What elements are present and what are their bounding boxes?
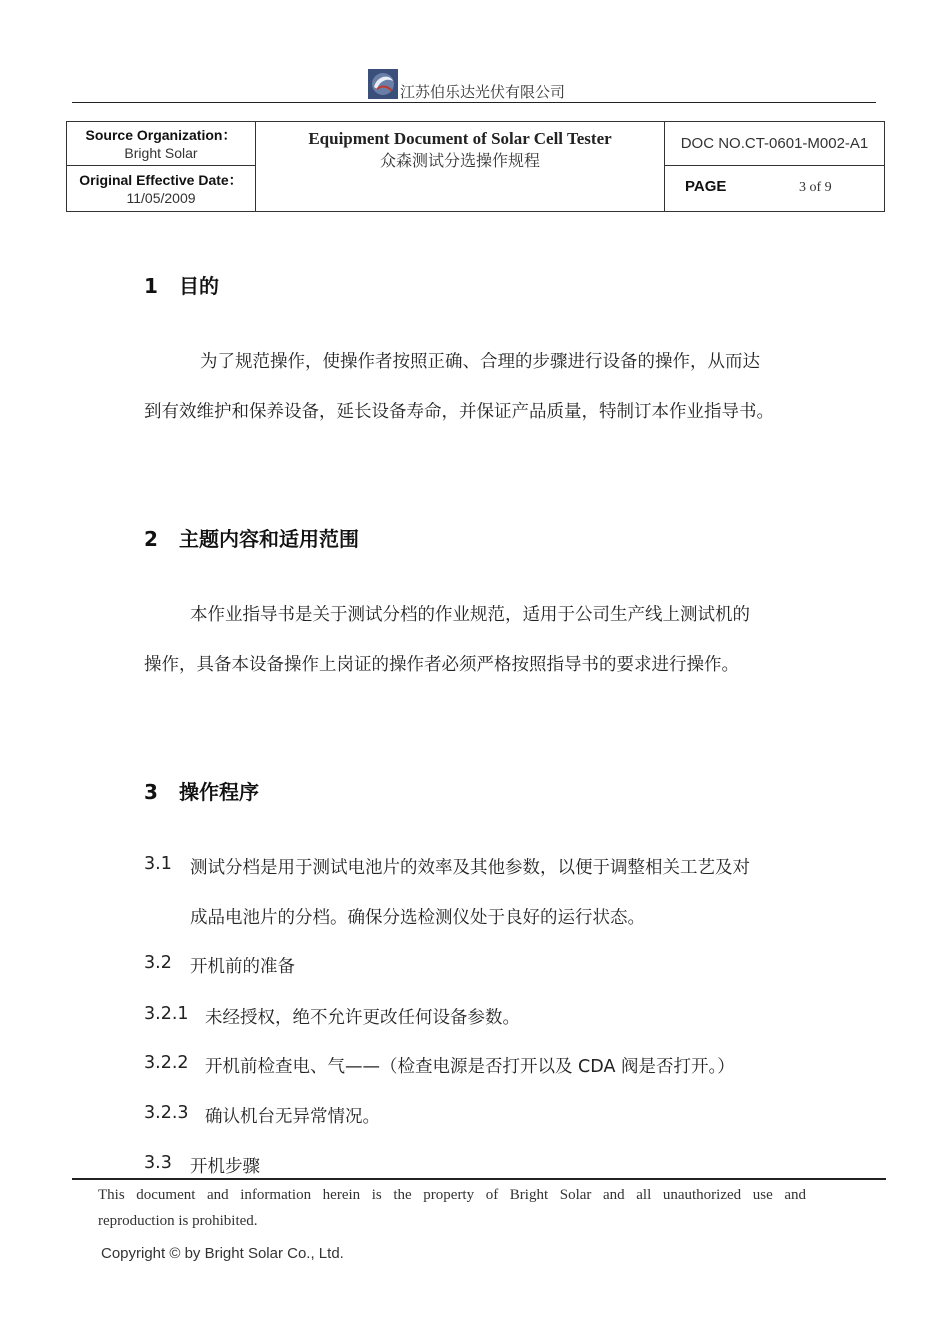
copyright-notice: Copyright © by Bright Solar Co., Ltd. <box>101 1245 344 1262</box>
paragraph-line: 测试分档是用于测试电池片的效率及其他参数，以便于调整相关工艺及对 <box>190 858 750 878</box>
doc-number: DOC NO.CT-0601-M002-A1 <box>680 135 869 153</box>
document-title-cell <box>256 122 665 212</box>
item-3-3-text: 开机步骤 <box>190 1157 260 1177</box>
paragraph-line: 为了规范操作，使操作者按照正确、合理的步骤进行设备的操作，从而达 <box>200 352 760 372</box>
effective-date-value: 11/05/2009 <box>126 189 196 206</box>
document-title-cn: 众森测试分选操作规程 <box>379 151 540 170</box>
section-title: 操作程序 <box>179 780 259 804</box>
company-name: 江苏伯乐达光伏有限公司 <box>400 83 566 101</box>
document-info-table <box>66 121 885 212</box>
document-title-en: Equipment Document of Solar Cell Tester <box>308 129 612 148</box>
footer-notice-line: reproduction is prohibited. <box>98 1213 258 1229</box>
section-3-heading <box>144 776 259 805</box>
doc-number-cell <box>665 122 885 166</box>
effective-date-cell <box>67 166 256 212</box>
item-3-2-3-number: 3.2.3 <box>144 1103 189 1123</box>
item-3-2-3-text: 确认机台无异常情况。 <box>205 1107 380 1127</box>
paragraph-line: 成品电池片的分档。确保分选检测仪处于良好的运行状态。 <box>190 908 645 928</box>
section-number: 2 <box>144 527 158 551</box>
page-cell <box>665 166 885 212</box>
page-label: PAGE <box>685 178 727 196</box>
item-3-2-2-number: 3.2.2 <box>144 1053 189 1073</box>
section-2-heading <box>144 523 359 552</box>
item-3-2-text: 开机前的准备 <box>190 957 295 977</box>
header-divider <box>72 102 876 103</box>
section-1-heading <box>144 270 219 299</box>
section-number: 1 <box>144 274 158 298</box>
section-title: 目的 <box>179 274 219 298</box>
source-organization-value: Bright Solar <box>124 144 198 161</box>
section-number: 3 <box>144 780 158 804</box>
item-3-2-1-text: 未经授权，绝不允许更改任何设备参数。 <box>205 1008 520 1028</box>
item-3-2-2-text: 开机前检查电、气——（检查电源是否打开以及 CDA 阀是否打开。） <box>205 1057 735 1077</box>
paragraph-line: 到有效维护和保养设备，延长设备寿命，并保证产品质量，特制订本作业指导书。 <box>144 402 774 422</box>
footer-divider <box>72 1178 886 1180</box>
company-header <box>0 66 950 102</box>
paragraph-line: 操作，具备本设备操作上岗证的操作者必须严格按照指导书的要求进行操作。 <box>144 655 739 675</box>
source-organization-label: Source Organization： <box>85 126 237 143</box>
item-3-2-1-number: 3.2.1 <box>144 1004 189 1024</box>
item-3-2-number: 3.2 <box>144 953 172 973</box>
section-title: 主题内容和适用范围 <box>179 527 359 551</box>
item-3-3-number: 3.3 <box>144 1153 172 1173</box>
effective-date-label: Original Effective Date： <box>79 171 243 188</box>
footer-notice-line: This document and information herein is the property of Bright Solar and all unauthorized use and <box>98 1187 806 1203</box>
page-number: 3 of 9 <box>799 180 832 196</box>
item-3-1-number: 3.1 <box>144 854 172 874</box>
source-organization-cell <box>67 122 256 166</box>
paragraph-line: 本作业指导书是关于测试分档的作业规范，适用于公司生产线上测试机的 <box>190 605 750 625</box>
company-logo-icon <box>368 69 398 99</box>
